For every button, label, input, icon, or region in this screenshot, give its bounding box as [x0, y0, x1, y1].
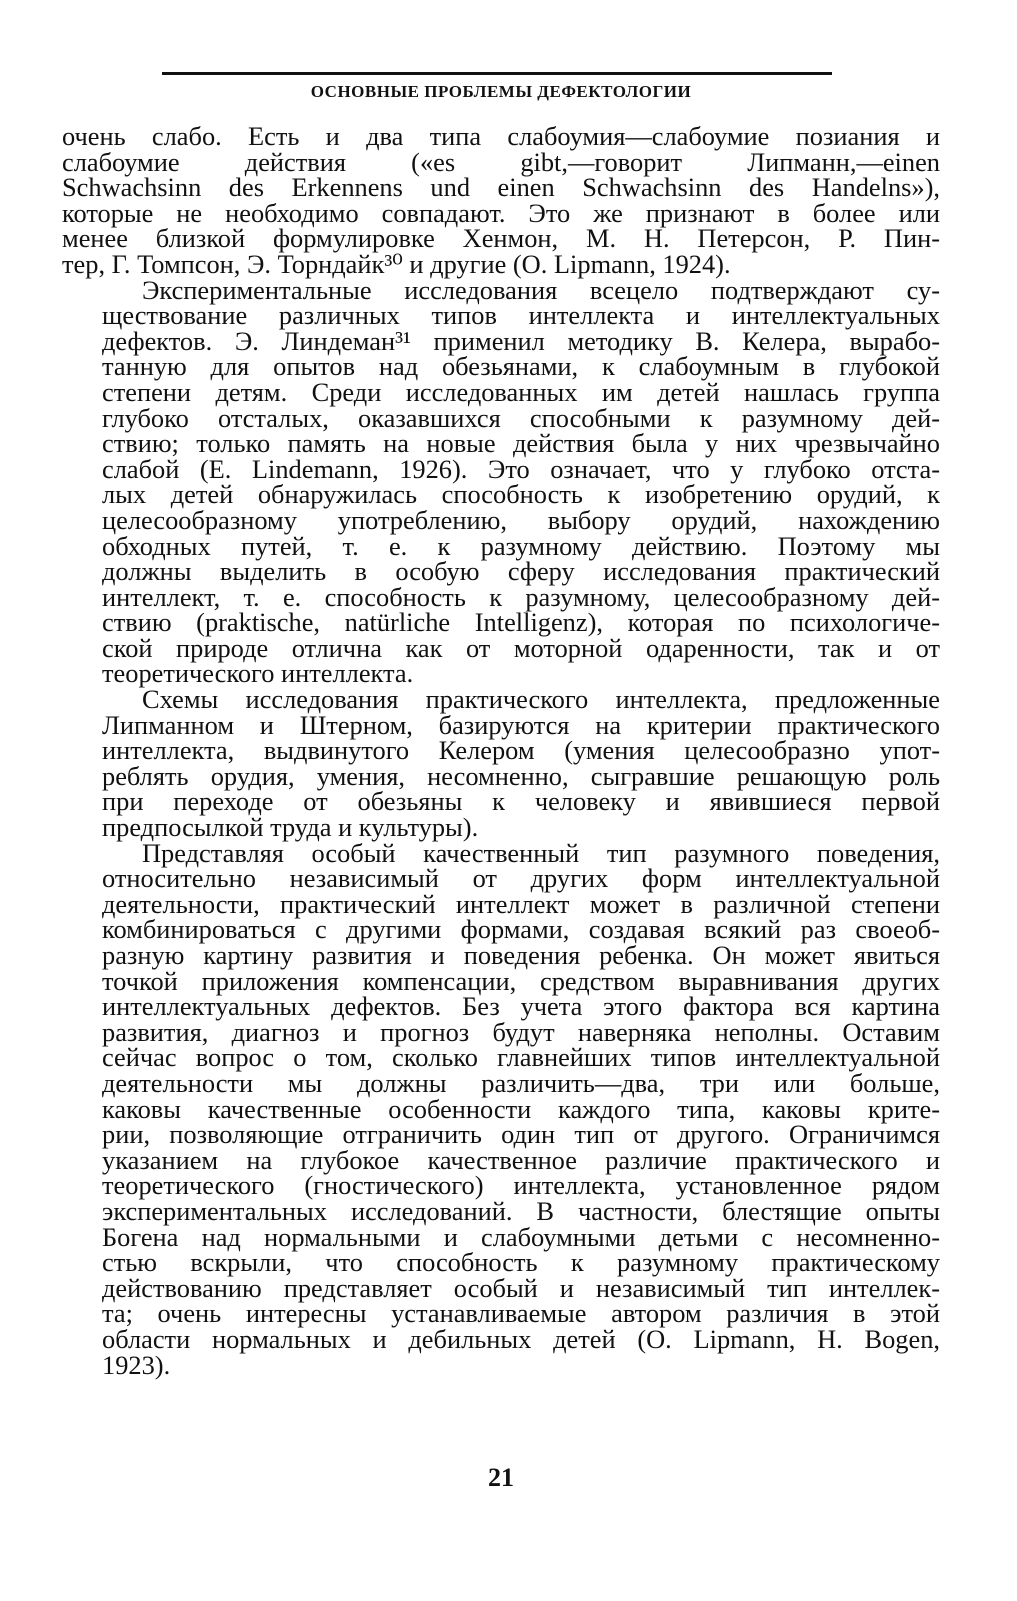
text-line: степени детям. Среди исследованных им детей нашлась группа	[102, 376, 940, 407]
text-line: разную картину развития и поведения ребенка. Он может явиться	[102, 940, 940, 970]
text-line: теоретического интеллекта.	[102, 658, 414, 689]
text-line: та; очень интересны устанавливаемые автором различия в этой	[102, 1298, 940, 1329]
text-line: Schwachsinn des Erkennens und einen Schwachsinn des Handelns»),	[62, 172, 940, 203]
text-line: дефектов. Э. Линдеман³¹ применил методику В. Келера, вырабо-	[102, 325, 940, 356]
text-line: действованию представляет особый и независимый тип интеллек-	[102, 1272, 940, 1303]
text-line: при переходе от обезьяны к человеку и явившиеся первой	[102, 786, 940, 817]
text-line: ствию (praktische, natürliche Intelligenz), которая по психологиче-	[102, 607, 940, 638]
text-line: деятельности мы должны различить—два, три или больше,	[102, 1067, 940, 1098]
text-line: области нормальных и дебильных детей (O. Lipmann, H. Bogen,	[102, 1323, 940, 1354]
text-line: интеллекта, выдвинутого Келером (умения целесообразно упот-	[102, 735, 940, 766]
text-line: обходных путей, т. е. к разумному действию. Поэтому мы	[102, 530, 940, 561]
text-line: интеллект, т. е. способность к разумному, целесообразному дей-	[102, 581, 940, 612]
running-head: ОСНОВНЫЕ ПРОБЛЕМЫ ДЕФЕКТОЛОГИИ	[310, 82, 692, 101]
text-line: танную для опытов над обезьянами, к слабоумным в глубокой	[102, 351, 940, 382]
text-line: целесообразному употреблению, выбору орудий, нахождению	[102, 504, 940, 535]
text-line: стью вскрыли, что способность к разумному практическому	[102, 1247, 940, 1278]
text-line: 1923).	[102, 1349, 171, 1380]
text-line: должны выделить в особую сферу исследования практический	[102, 556, 940, 587]
text-line: слабой (E. Lindemann, 1926). Это означает, что у глубоко отста-	[102, 453, 940, 484]
header-rule	[162, 72, 832, 75]
text-line: Схемы исследования практического интеллекта, предложенные	[142, 684, 940, 715]
paragraph-1	[62, 121, 940, 279]
page-number: 21	[488, 1463, 514, 1492]
text-line: менее близкой формулировке Хенмон, М. Н. Петерсон, Р. Пин-	[62, 223, 940, 254]
text-line: экспериментальных исследований. В частности, блестящие опыты	[102, 1195, 940, 1226]
text-line: тер, Г. Томпсон, Э. Торндайк³⁰ и другие (O. Lipmann, 1924).	[62, 248, 731, 279]
text-line: предпосылкой труда и культуры).	[102, 812, 479, 843]
text-line: лых детей обнаружилась способность к изобретению орудий, к	[102, 479, 940, 510]
text-line: Представляя особый качественный тип разумного поведения,	[142, 837, 940, 868]
text-line: комбинироваться с другими формами, создавая всякий раз своеоб-	[102, 914, 940, 945]
text-line: ствию; только память на новые действия была у них чрезвычайно	[102, 428, 940, 459]
text-line: ществование различных типов интеллекта и интеллектуальных	[102, 300, 940, 331]
text-line: ской природе отлична как от моторной одаренности, так и от	[102, 632, 940, 663]
text-line: рии, позволяющие отграничить один тип от другого. Ограничимся	[102, 1119, 940, 1150]
paragraph-2	[62, 274, 940, 689]
page-body	[62, 121, 940, 1380]
text-line: деятельности, практический интеллект может в различной степени	[102, 888, 940, 919]
text-line: указанием на глубокое качественное различие практического и	[102, 1144, 940, 1175]
text-line: каковы качественные особенности каждого типа, каковы крите-	[102, 1093, 940, 1124]
text-line: теоретического (гностического) интеллекта, установленное рядом	[102, 1170, 940, 1201]
paragraph-3	[62, 684, 940, 843]
text-line: глубоко отсталых, оказавшихся способными к разумному дей-	[102, 402, 940, 433]
text-line: слабоумие действия («es gibt,—говорит Липманн,—einen	[62, 146, 940, 177]
text-line: Экспериментальные исследования всецело подтверждают су-	[142, 274, 940, 305]
text-line: очень слабо. Есть и два типа слабоумия—слабоумие позиания и	[62, 121, 940, 151]
text-line: интеллектуальных дефектов. Без учета этого фактора вся картина	[102, 991, 940, 1022]
text-line: точкой приложения компенсации, средством выравнивания других	[102, 965, 940, 996]
text-line: которые не необходимо совпадают. Это же признают в более или	[62, 197, 940, 228]
text-line: развития, диагноз и прогноз будут наверняка неполны. Оставим	[102, 1016, 940, 1047]
text-line: реблять орудия, умения, несомненно, сыгравшие решающую роль	[102, 760, 940, 791]
text-line: Липманном и Штерном, базируются на критерии практического	[102, 709, 940, 740]
paragraph-4	[62, 837, 940, 1380]
text-line: Богена над нормальными и слабоумными детьми с несомненно-	[102, 1221, 940, 1252]
book-page	[62, 60, 940, 1560]
text-line: сейчас вопрос о том, сколько главнейших типов интеллектуальной	[102, 1042, 940, 1073]
text-line: относительно независимый от других форм интеллектуальной	[102, 863, 940, 894]
